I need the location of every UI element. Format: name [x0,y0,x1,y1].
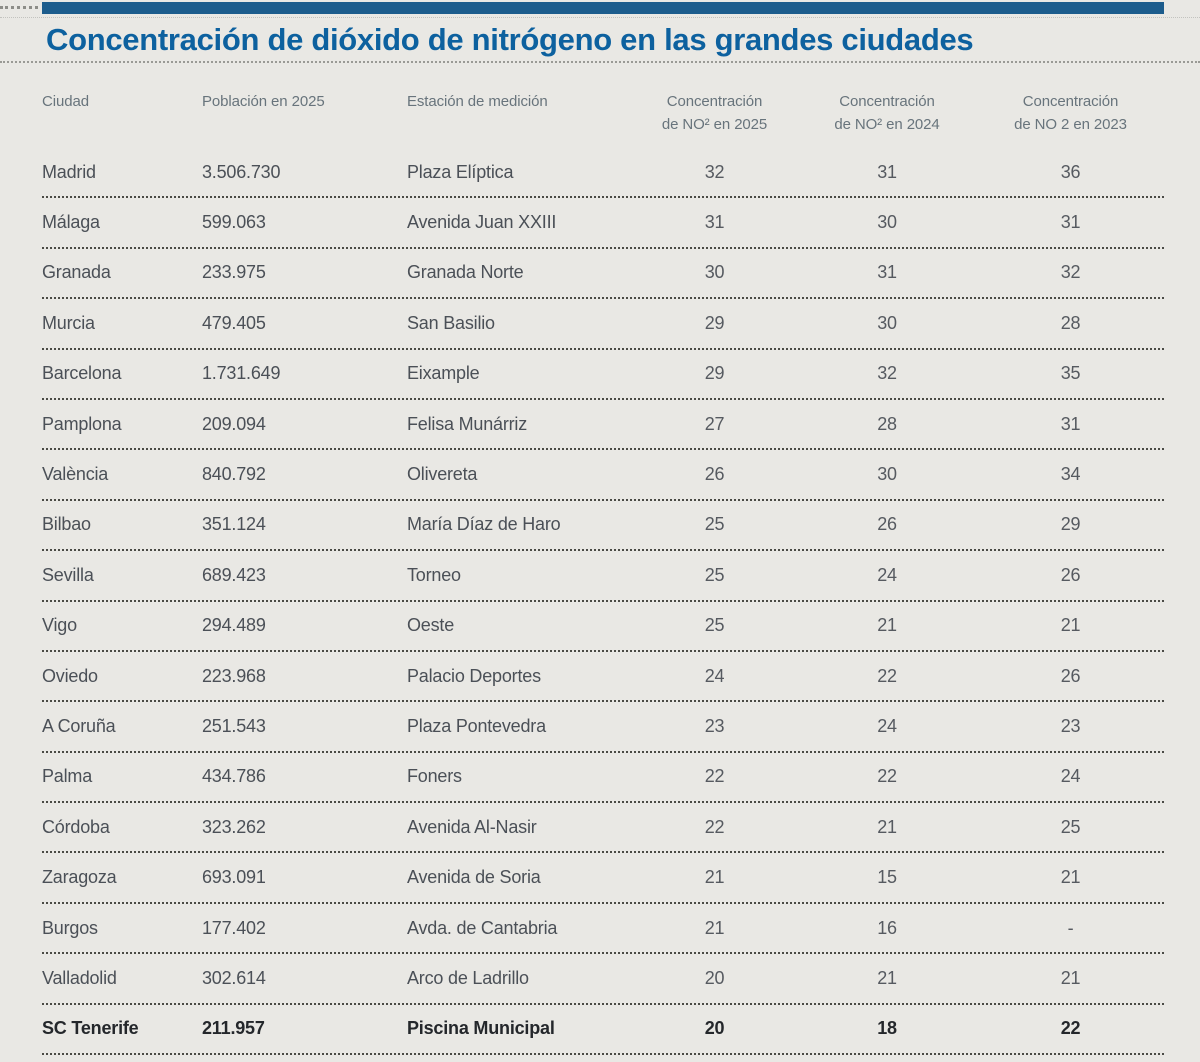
title-divider [0,61,1200,63]
no2-2025-cell: 25 [704,564,725,585]
no2-2025-cell: 24 [704,665,725,686]
table-row [42,198,1164,248]
no2-2024-cell: 21 [877,615,897,636]
population-cell: 599.063 [202,212,266,233]
no2-2025-cell: 27 [704,413,725,434]
station-cell: Avenida Al-Nasir [407,816,537,837]
header-city: Ciudad [42,93,89,110]
station-cell: Eixample [407,363,480,384]
header-no2-2024-line2: de NO² en 2024 [834,116,940,133]
no2-2023-cell: 35 [1060,363,1081,384]
table-row [42,904,1164,954]
no2-2025-cell: 22 [704,766,725,787]
no2-2023-cell: 21 [1060,615,1081,636]
no2-2023-cell: 22 [1060,1018,1081,1039]
no2-2025-cell: 23 [704,715,725,736]
no2-table [42,90,1164,1055]
city-cell: Murcia [42,312,95,333]
table-row [42,400,1164,450]
no2-2024-cell: 16 [877,917,897,938]
no2-2023-cell: 36 [1060,161,1081,182]
station-cell: Plaza Pontevedra [407,715,546,736]
population-cell: 251.543 [202,715,266,736]
population-cell: 177.402 [202,917,266,938]
no2-2023-cell: 25 [1060,816,1081,837]
population-cell: 693.091 [202,867,266,888]
no2-2023-cell: 26 [1060,564,1081,585]
corner-dotted-line [0,6,38,9]
station-cell: San Basilio [407,312,495,333]
station-cell: Foners [407,766,462,787]
population-cell: 351.124 [202,514,266,535]
header-population: Población en 2025 [202,93,325,110]
table-header-row [42,90,1164,148]
table-row [42,350,1164,400]
station-cell: Avda. de Cantabria [407,917,558,938]
no2-2023-cell: 26 [1060,665,1081,686]
no2-2025-cell: 20 [704,1018,725,1039]
population-cell: 1.731.649 [202,363,281,384]
city-cell: Palma [42,766,93,787]
no2-2023-cell: 31 [1060,212,1081,233]
population-cell: 302.614 [202,967,266,988]
no2-2024-cell: 18 [877,1018,897,1039]
table-row [42,954,1164,1004]
page-title: Concentración de dióxido de nitrógeno en las grandes ciudades [46,22,974,57]
table-row [42,148,1164,198]
no2-2025-cell: 25 [704,514,725,535]
population-cell: 689.423 [202,564,266,585]
no2-2024-cell: 31 [877,262,897,283]
city-cell: Burgos [42,917,98,938]
no2-2024-cell: 30 [877,464,897,485]
no2-2024-cell: 31 [877,161,897,182]
header-no2-2025-line2: de NO² en 2025 [661,116,768,133]
city-cell: Zaragoza [42,867,117,888]
city-cell: Córdoba [42,816,110,837]
population-cell: 323.262 [202,816,266,837]
station-cell: Granada Norte [407,262,524,283]
city-cell: SC Tenerife [42,1018,139,1039]
header-no2-2023-line1: Concentración [1022,93,1119,110]
station-cell: Felisa Munárriz [407,413,528,434]
table-row [42,753,1164,803]
no2-2024-cell: 24 [877,564,897,585]
city-cell: Sevilla [42,564,94,585]
city-cell: Valladolid [42,967,117,988]
no2-2024-cell: 22 [877,766,897,787]
station-cell: Arco de Ladrillo [407,967,529,988]
no2-2025-cell: 30 [704,262,725,283]
no2-2025-cell: 32 [704,161,725,182]
no2-2024-cell: 21 [877,967,897,988]
no2-2024-cell: 28 [877,413,897,434]
no2-2023-cell: 29 [1060,514,1081,535]
population-cell: 294.489 [202,615,266,636]
table-row [42,551,1164,601]
no2-2024-cell: 15 [877,867,897,888]
station-cell: Olivereta [407,464,478,485]
header-no2-2025 [632,90,797,136]
no2-2023-cell: 32 [1060,262,1081,283]
no2-2023-cell: 21 [1060,967,1081,988]
no2-2025-cell: 25 [704,615,725,636]
city-cell: Madrid [42,161,96,182]
no2-2025-cell: 29 [704,363,725,384]
no2-2025-cell: 29 [704,312,725,333]
no2-2025-cell: 22 [704,816,725,837]
population-cell: 223.968 [202,665,266,686]
city-cell: A Coruña [42,715,116,736]
table-row [42,450,1164,500]
city-cell: Barcelona [42,363,122,384]
table-row [42,501,1164,551]
no2-2023-cell: 21 [1060,867,1081,888]
table-body [42,148,1164,1055]
population-cell: 211.957 [202,1018,265,1039]
population-cell: 233.975 [202,262,266,283]
header-no2-2024-line1: Concentración [839,93,935,110]
population-cell: 209.094 [202,413,266,434]
table-row [42,853,1164,903]
no2-2025-cell: 21 [704,867,725,888]
no2-2023-cell: 28 [1060,312,1081,333]
no2-2025-cell: 21 [704,917,725,938]
no2-2023-cell: 31 [1060,413,1081,434]
population-cell: 479.405 [202,312,266,333]
station-cell: Oeste [407,615,455,636]
city-cell: Pamplona [42,413,122,434]
station-cell: Avenida Juan XXIII [407,212,557,233]
no2-2024-cell: 30 [877,312,897,333]
no2-2025-cell: 20 [704,967,725,988]
no2-2023-cell: 24 [1060,766,1081,787]
no2-2025-cell: 31 [704,212,725,233]
city-cell: Málaga [42,212,100,233]
top-accent-bar [42,2,1164,14]
city-cell: València [42,464,109,485]
station-cell: María Díaz de Haro [407,514,561,535]
station-cell: Torneo [407,564,461,585]
city-cell: Oviedo [42,665,98,686]
table-row [42,702,1164,752]
no2-2025-cell: 26 [704,464,725,485]
no2-2024-cell: 22 [877,665,897,686]
no2-2024-cell: 30 [877,212,897,233]
under-bar-dotted-line [0,17,1200,18]
population-cell: 434.786 [202,766,266,787]
header-no2-2025-line1: Concentración [666,93,763,110]
no2-2024-cell: 32 [877,363,897,384]
no2-2023-cell: - [1067,917,1074,938]
no2-2023-cell: 34 [1060,464,1081,485]
no2-2024-cell: 24 [877,715,897,736]
header-no2-2023-line2: de NO 2 en 2023 [1014,116,1127,133]
city-cell: Granada [42,262,111,283]
table-row [42,249,1164,299]
station-cell: Avenida de Soria [407,867,541,888]
header-no2-2024 [797,90,977,136]
no2-2024-cell: 21 [877,816,897,837]
population-cell: 3.506.730 [202,161,281,182]
table-row [42,803,1164,853]
station-cell: Palacio Deportes [407,665,541,686]
no2-2023-cell: 23 [1060,715,1081,736]
table-row [42,1005,1164,1055]
header-station: Estación de medición [407,93,548,110]
population-cell: 840.792 [202,464,266,485]
station-cell: Piscina Municipal [407,1018,555,1039]
station-cell: Plaza Elíptica [407,161,514,182]
city-cell: Vigo [42,615,77,636]
city-cell: Bilbao [42,514,91,535]
header-no2-2023 [977,90,1164,136]
no2-2024-cell: 26 [877,514,897,535]
table-row [42,652,1164,702]
table-row [42,602,1164,652]
table-row [42,299,1164,349]
